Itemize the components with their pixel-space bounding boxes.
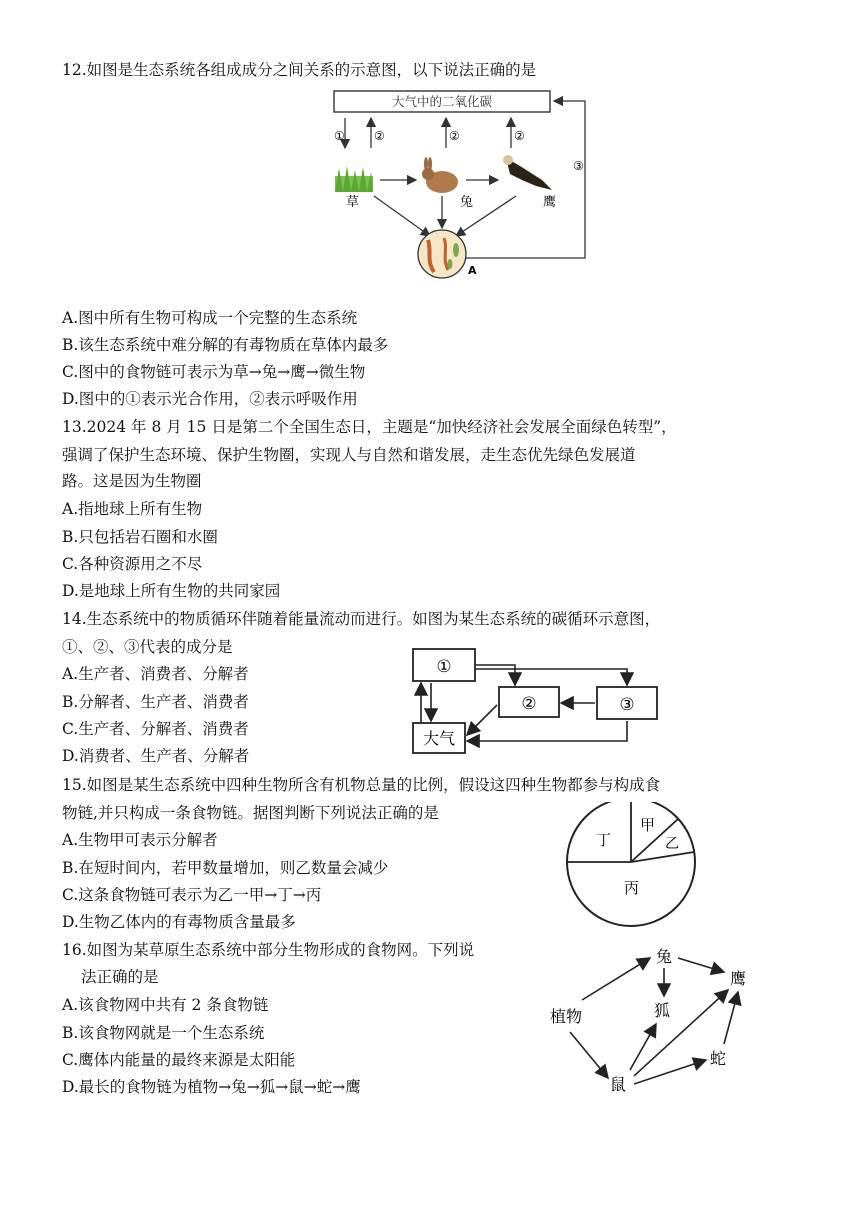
- q12-arrow-3-label: ③: [573, 159, 584, 173]
- q14-option-a[interactable]: A.生产者、消费者、分解者: [62, 665, 249, 683]
- q16-node-rabbit: 兔: [656, 947, 673, 966]
- q14-option-d[interactable]: D.消费者、生产者、分解者: [62, 747, 250, 765]
- q15-slice-ding: 丁: [596, 831, 612, 849]
- q12-arrow-2b-label: ②: [449, 129, 460, 143]
- q13-option-c[interactable]: C.各种资源用之不尽: [62, 555, 203, 573]
- q14-carbon-cycle-diagram: [405, 643, 663, 759]
- q16-node-mouse: 鼠: [610, 1075, 627, 1094]
- q14-box-3-label: ③: [619, 695, 635, 715]
- q16-node-plant: 植物: [550, 1007, 583, 1026]
- q16-stem-line1: 16.如图为某草原生态系统中部分生物形成的食物网。下列说: [62, 941, 475, 959]
- q15-option-c[interactable]: C.这条食物链可表示为乙一甲→丁→丙: [62, 886, 322, 904]
- q16-stem-line2: 法正确的是: [81, 968, 159, 986]
- q12-stem: 12.如图是生态系统各组成成分之间关系的示意图，以下说法正确的是: [62, 61, 537, 79]
- q14-option-c[interactable]: C.生产者、分解者、消费者: [62, 720, 249, 738]
- q16-node-eagle: 鹰: [730, 969, 747, 988]
- q13-stem-line1: 13.2024 年 8 月 15 日是第二个全国生态日，主题是“加快经济社会发展全面绿色转型”，: [62, 418, 677, 436]
- q15-option-d[interactable]: D.生物乙体内的有毒物质含量最多: [62, 913, 296, 931]
- microbe-icon: [418, 230, 466, 278]
- q12-option-a[interactable]: A.图中所有生物可构成一个完整的生态系统: [62, 309, 358, 327]
- q14-box-air-label: 大气: [422, 729, 456, 748]
- q12-option-c[interactable]: C.图中的食物链可表示为草→兔→鹰→微生物: [62, 363, 366, 381]
- rabbit-icon: [422, 157, 458, 193]
- q15-slice-bing: 丙: [624, 879, 640, 897]
- q13-stem-line2: 强调了保护生态环境、保护生物圈，实现人与自然和谐发展，走生态优先绿色发展道: [62, 446, 636, 464]
- q14-stem-line1: 14.生态系统中的物质循环伴随着能量流动而进行。如图为某生态系统的碳循环示意图，: [62, 610, 661, 628]
- q13-option-a[interactable]: A.指地球上所有生物: [62, 500, 203, 518]
- q12-decomposer-label: A: [468, 264, 477, 277]
- q16-option-d[interactable]: D.最长的食物链为植物→兔→狐→鼠→蛇→鹰: [62, 1078, 361, 1096]
- q16-node-fox: 狐: [654, 1001, 671, 1020]
- q16-option-a[interactable]: A.该食物网中共有 2 条食物链: [62, 996, 269, 1014]
- q12-arrow-1-label: ①: [334, 129, 345, 143]
- q14-box-1-label: ①: [436, 657, 452, 677]
- q13-option-b[interactable]: B.只包括岩石圈和水圈: [62, 528, 218, 546]
- q12-rabbit-label: 兔: [460, 195, 474, 210]
- q15-option-b[interactable]: B.在短时间内，若甲数量增加，则乙数量会减少: [62, 859, 389, 877]
- q16-option-c[interactable]: C.鹰体内能量的最终来源是太阳能: [62, 1051, 296, 1069]
- q12-co2-label: 大气中的二氧化碳: [391, 94, 493, 109]
- eagle-icon: [503, 155, 552, 190]
- q15-slice-yi: 乙: [665, 836, 679, 852]
- q16-food-web-diagram: [534, 940, 754, 1098]
- q14-box-2-label: ②: [521, 694, 537, 714]
- q13-option-d[interactable]: D.是地球上所有生物的共同家园: [62, 582, 281, 600]
- q15-stem-line1: 15.如图是某生态系统中四种生物所含有机物总量的比例，假设这四种生物都参与构成食: [62, 776, 661, 794]
- q12-option-b[interactable]: B.该生态系统中难分解的有毒物质在草体内最多: [62, 336, 389, 354]
- q13-stem-line3: 路。这是因为生物圈: [62, 472, 202, 490]
- q15-slice-jia: 甲: [640, 816, 656, 834]
- q16-option-b[interactable]: B.该食物网就是一个生态系统: [62, 1024, 265, 1042]
- q14-option-b[interactable]: B.分解者、生产者、消费者: [62, 693, 249, 711]
- q12-ecosystem-diagram: [330, 88, 592, 284]
- q12-eagle-label: 鹰: [543, 195, 557, 210]
- q12-option-d[interactable]: D.图中的①表示光合作用，②表示呼吸作用: [62, 390, 358, 408]
- q15-stem-line2: 物链,并只构成一条食物链。据图判断下列说法正确的是: [62, 804, 439, 822]
- q12-grass-label: 草: [346, 195, 360, 210]
- grass-icon: [335, 166, 373, 192]
- q14-stem-line2: ①、②、③代表的成分是: [62, 638, 233, 656]
- q12-arrow-2c-label: ②: [514, 129, 525, 143]
- q12-arrow-2a-label: ②: [374, 129, 385, 143]
- q16-node-snake: 蛇: [710, 1049, 727, 1068]
- q15-option-a[interactable]: A.生物甲可表示分解者: [62, 831, 218, 849]
- q15-pie-chart: [562, 802, 712, 928]
